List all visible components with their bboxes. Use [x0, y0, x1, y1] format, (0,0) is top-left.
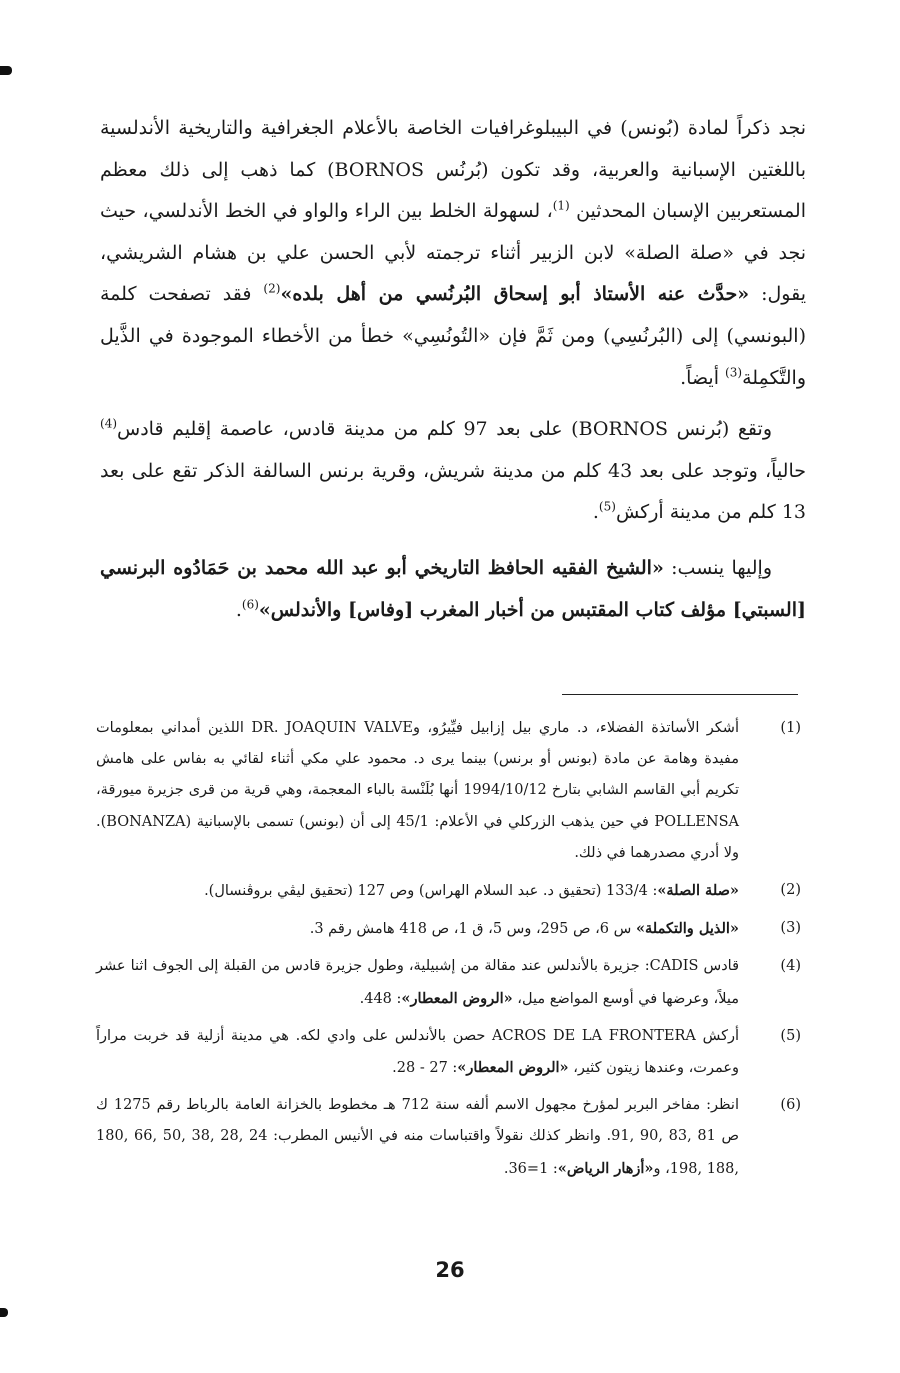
- main-text: [100, 108, 806, 631]
- footnote-number: (1): [780, 720, 801, 736]
- footnotes: [96, 713, 801, 1185]
- footnote-text: [96, 951, 739, 1014]
- footnote-3: [96, 913, 801, 945]
- text-run: نجد ذكراً لمادة (بُونس) في البيبلوغرافيات الخاصة بالأعلام الجغرافية والتاريخية الأندلسية باللغتين الإسبانية والعربية، وقد تكون (بُرنُس BORNOS) كما ذهب إلى ذلك معظم المستعربين الإسبان المحدثين: [100, 117, 807, 223]
- paragraph-1: [100, 108, 806, 399]
- footnote-5: [96, 1021, 801, 1084]
- text-run: حالياً، وتوجد على بعد 43 كلم من مدينة شريش، وقرية برنس السالفة الذكر تقع على بعد 13 كلم من مدينة أركش: [100, 459, 806, 524]
- footnote-1: [96, 713, 801, 869]
- text-run: : 27 - 28.: [392, 1060, 458, 1077]
- source-title: «الروض المعطار»: [457, 1059, 569, 1077]
- footnote-text: [96, 875, 739, 907]
- footnote-ref-3[interactable]: (3): [725, 365, 743, 380]
- footnote-text: [96, 1090, 739, 1185]
- text-run: وتقع (بُرنس BORNOS) على بعد 97 كلم من مدينة قادس، عاصمة إقليم قادس: [117, 418, 773, 441]
- footnote-number: (3): [780, 920, 801, 937]
- paragraph-3: [100, 548, 806, 631]
- text-run: أيضاً.: [680, 366, 726, 389]
- text-run: س 6، ص 295، وس 5، ق 1، ص 418 هامش رقم 3.: [309, 921, 636, 938]
- text-run: أشكر الأساتذة الفضلاء، د. ماري بيل إزابيل فيِّيرُو، وDR. JOAQUIN VALVE اللذين أمداني بمعلومات مفيدة وهامة عن مادة (بونس أو برنس) بينما يرى د. محمود علي مكي أثناء لقائي به بفاس على هامش تكريم أبي القاسم الشابي بتارخ 1994/10/12 أنها بُلَنْسة بالباء المعجمة، وهي قرية من قرى جزيرة ميورقة، POLLENSA في حين يذهب الزركلي في الأعلام: 45/1 إلى أن (بونس) تسمى بالإسبانية (BONANZA). ولا أدري مصدرهما في ذلك.: [96, 720, 739, 861]
- footnote-4: [96, 951, 801, 1014]
- source-title: «الذيل والتكملة»: [635, 920, 739, 938]
- footnote-separator: [562, 694, 798, 695]
- footnote-2: [96, 875, 801, 907]
- footnote-number: (6): [780, 1097, 801, 1114]
- text-run: .: [235, 598, 242, 621]
- page-number: 26: [435, 1258, 465, 1282]
- footnote-number: (5): [780, 1027, 801, 1044]
- text-run: انظر: مفاخر البربر لمؤرخ مجهول الاسم ألفه سنة 712 هـ مخطوط بالخزانة العامة بالرباط رقم 1275 ك ص 81 ,83 ,90 ,91. وانظر كذلك نقولاً واقتباسات منه في الأنيس المطرب: 24 ,28 ,38 ,50 ,66 ,180 ,188 ,198، و: [96, 1097, 740, 1177]
- source-title: «الروض المعطار»: [401, 989, 513, 1007]
- bold-quote: «حدَّث عنه الأستاذ أبو إسحاق البُرنُسي من أهل بلده»: [280, 283, 750, 306]
- footnote-text: [96, 913, 739, 945]
- footnote-number: (2): [780, 882, 801, 899]
- bold-quote: «الشيخ الفقيه الحافظ التاريخي أبو عبد الله محمد بن حَمَادُوه البرنسي [السبتي] مؤلف كتاب المقتبس من أخبار المغرب [وفاس] والأندلس»: [100, 556, 806, 621]
- footnote-ref-1[interactable]: (1): [552, 198, 570, 213]
- source-title: «أزهار الرياض»: [557, 1159, 654, 1177]
- source-title: «صلة الصلة»: [657, 882, 739, 900]
- footnote-6: [96, 1090, 801, 1185]
- text-run: أركش ACROS DE LA FRONTERA حصن بالأندلس على وادي لكه. هي مدينة أزلية قد خربت مراراً وعمرت، وعندها زيتون كثير،: [96, 1027, 740, 1077]
- footnote-ref-5[interactable]: (5): [598, 500, 616, 515]
- scan-edge-mark: [0, 66, 12, 75]
- text-run: وإليها ينسب:: [663, 556, 772, 579]
- text-run: : 133/4 (تحقيق د. عبد السلام الهراس) وص 127 (تحقيق ليڤي بروڤنسال).: [204, 883, 658, 900]
- paragraph-2: [100, 409, 806, 534]
- text-run: : 1=36.: [503, 1160, 558, 1177]
- footnote-text: [96, 713, 739, 869]
- text-run: قادس CADIS: جزيرة بالأندلس عند مقالة من إشبيلية، وطول جزيرة قادس من القبلة إلى الجوف اثنا عشر ميلاً، وعرضها في أوسع المواضع ميل،: [96, 958, 739, 1007]
- text-run: : 448.: [359, 990, 402, 1007]
- text-run: .: [592, 501, 599, 524]
- footnote-ref-2[interactable]: (2): [263, 282, 281, 297]
- footnote-ref-6[interactable]: (6): [241, 597, 259, 612]
- scan-edge-mark: [0, 1308, 8, 1317]
- text-run: ، لسهولة الخلط بين الراء والواو في الخط الأندلسي، حيث نجد في «صلة الصلة» لابن الزبير أثناء ترجمته لأبي الحسن علي بن هشام الشريشي، يقول:: [100, 200, 806, 306]
- footnote-ref-4[interactable]: (4): [100, 416, 118, 431]
- footnote-text: [96, 1021, 739, 1084]
- footnote-number: (4): [780, 958, 801, 975]
- text-run: فقد تصفحت كلمة (البونسي) إلى (البُرنُسِي) ومن ثَمَّ فإن «التُونُسِي» خطأ من الأخطاء الموجودة في الذَّيل والتَّكمِلة: [100, 283, 806, 389]
